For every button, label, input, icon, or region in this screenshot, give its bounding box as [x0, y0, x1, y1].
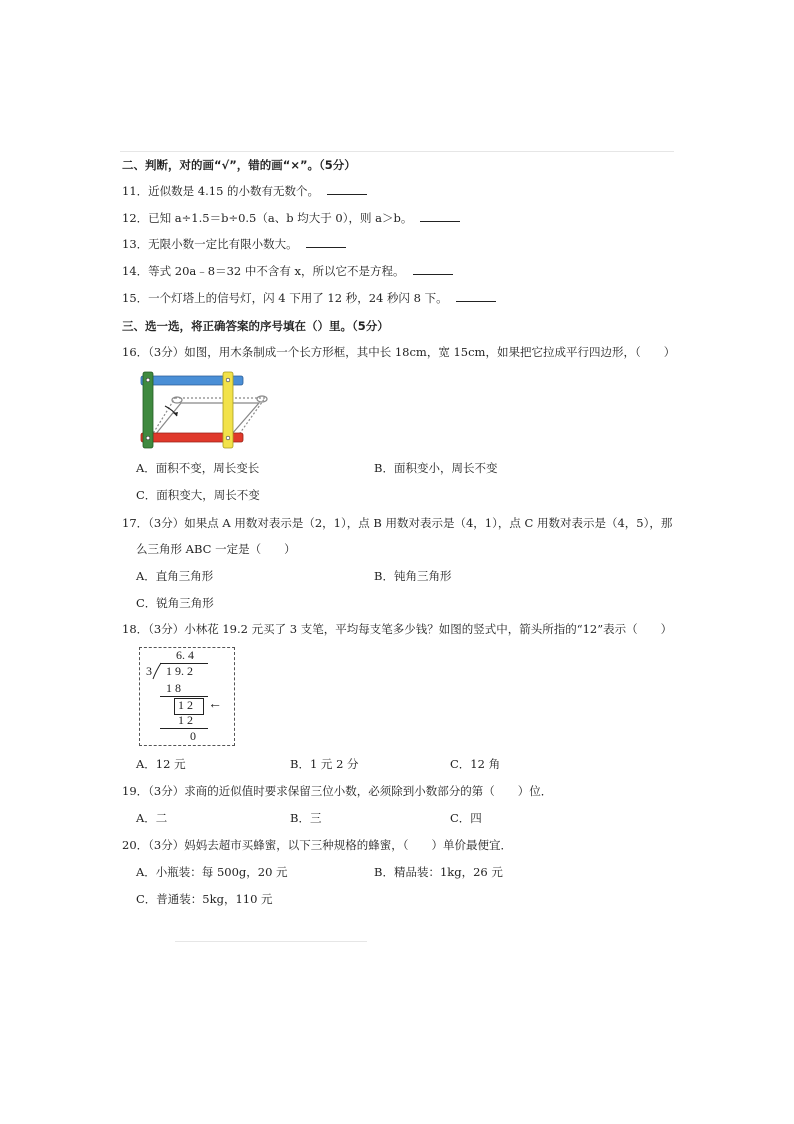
item-text: 等式 20a﹣8＝32 中不含有 x，所以它不是方程。	[148, 264, 405, 278]
judge-item-13	[122, 236, 346, 252]
q19-stem: 19．（3分）求商的近似值时要求保留三位小数，必须除到小数部分的第（ ）位．	[122, 784, 553, 798]
q20-option-a[interactable]: A．小瓶装：每 500g，20 元	[136, 865, 288, 879]
answer-blank[interactable]	[306, 237, 346, 248]
bottom-divider	[175, 941, 367, 942]
q18-option-c[interactable]: C．12 角	[450, 757, 501, 771]
division-remainder: 0	[190, 729, 196, 743]
item-text: 已知 a÷1.5＝b÷0.5（a、b 均大于 0），则 a＞b。	[148, 211, 413, 225]
division-bracket	[152, 662, 164, 680]
q19-option-b[interactable]: B．三	[290, 811, 322, 825]
judge-item-12	[122, 210, 460, 226]
q17-stem-line2: 么三角形 ABC 一定是（ ）	[136, 542, 296, 556]
q17-option-b[interactable]: B．钝角三角形	[374, 569, 452, 583]
arrow-left-icon: ←	[208, 697, 222, 712]
q17-option-c[interactable]: C．锐角三角形	[136, 596, 214, 610]
q19-option-c[interactable]: C．四	[450, 811, 482, 825]
item-number: 14．	[122, 264, 149, 278]
top-divider	[120, 151, 674, 152]
q20-stem: 20．（3分）妈妈去超市买蜂蜜，以下三种规格的蜂蜜，（ ）单价最便宜．	[122, 838, 512, 852]
section-choice-title: 三、选一选，将正确答案的序号填在（）里。（5分）	[122, 319, 389, 333]
q20-option-c[interactable]: C．普通装：5kg，110 元	[136, 892, 273, 906]
item-text: 一个灯塔上的信号灯，闪 4 下用了 12 秒，24 秒闪 8 下。	[148, 291, 448, 305]
division-quotient: 6. 4	[176, 648, 194, 662]
q19-option-a[interactable]: A．二	[136, 811, 168, 825]
division-step3: 1 2	[178, 713, 193, 727]
judge-item-15	[122, 290, 496, 306]
q18-stem: 18．（3分）小林花 19.2 元买了 3 支笔，平均每支笔多少钱？如图的竖式中，箭头所指的“12”表示（ ）	[122, 622, 673, 636]
q18-option-a[interactable]: A．12 元	[136, 757, 186, 771]
division-line-1	[160, 696, 208, 697]
item-text: 近似数是 4.15 的小数有无数个。	[148, 184, 320, 198]
division-line-2	[160, 728, 208, 729]
q20-option-b[interactable]: B．精品装：1kg，26 元	[374, 865, 503, 879]
division-step2: 1 2	[178, 698, 193, 712]
division-divisor: 3	[146, 664, 152, 678]
division-step1: 1 8	[166, 681, 181, 695]
q17-option-a[interactable]: A．直角三角形	[136, 569, 214, 583]
rectangle-frame-figure	[137, 370, 277, 452]
q18-option-b[interactable]: B．1 元 2 分	[290, 757, 359, 771]
q17-stem-line1: 17．（3分）如果点 A 用数对表示是（2，1），点 B 用数对表示是（4，1），点 C 用数对表示是（4，5），那	[122, 516, 673, 530]
q16-option-a[interactable]: A．面积不变，周长变长	[136, 461, 260, 475]
answer-blank[interactable]	[456, 291, 496, 302]
division-dividend: 1 9. 2	[166, 664, 193, 678]
q16-stem: 16．（3分）如图，用木条制成一个长方形框，其中长 18cm，宽 15cm，如果把它拉成平行四边形，（ ）	[122, 345, 676, 359]
item-text: 无限小数一定比有限小数大。	[148, 237, 298, 251]
item-number: 13．	[122, 237, 149, 251]
judge-item-11	[122, 183, 367, 199]
answer-blank[interactable]	[327, 184, 367, 195]
item-number: 12．	[122, 211, 149, 225]
q16-option-b[interactable]: B．面积变小，周长不变	[374, 461, 498, 475]
item-number: 15．	[122, 291, 149, 305]
section-judge-title: 二、判断，对的画“√”，错的画“×”。（5分）	[122, 158, 356, 172]
q16-option-c[interactable]: C．面积变大，周长不变	[136, 488, 260, 502]
item-number: 11．	[122, 184, 149, 198]
answer-blank[interactable]	[413, 264, 453, 275]
answer-blank[interactable]	[420, 211, 460, 222]
judge-item-14	[122, 263, 453, 279]
